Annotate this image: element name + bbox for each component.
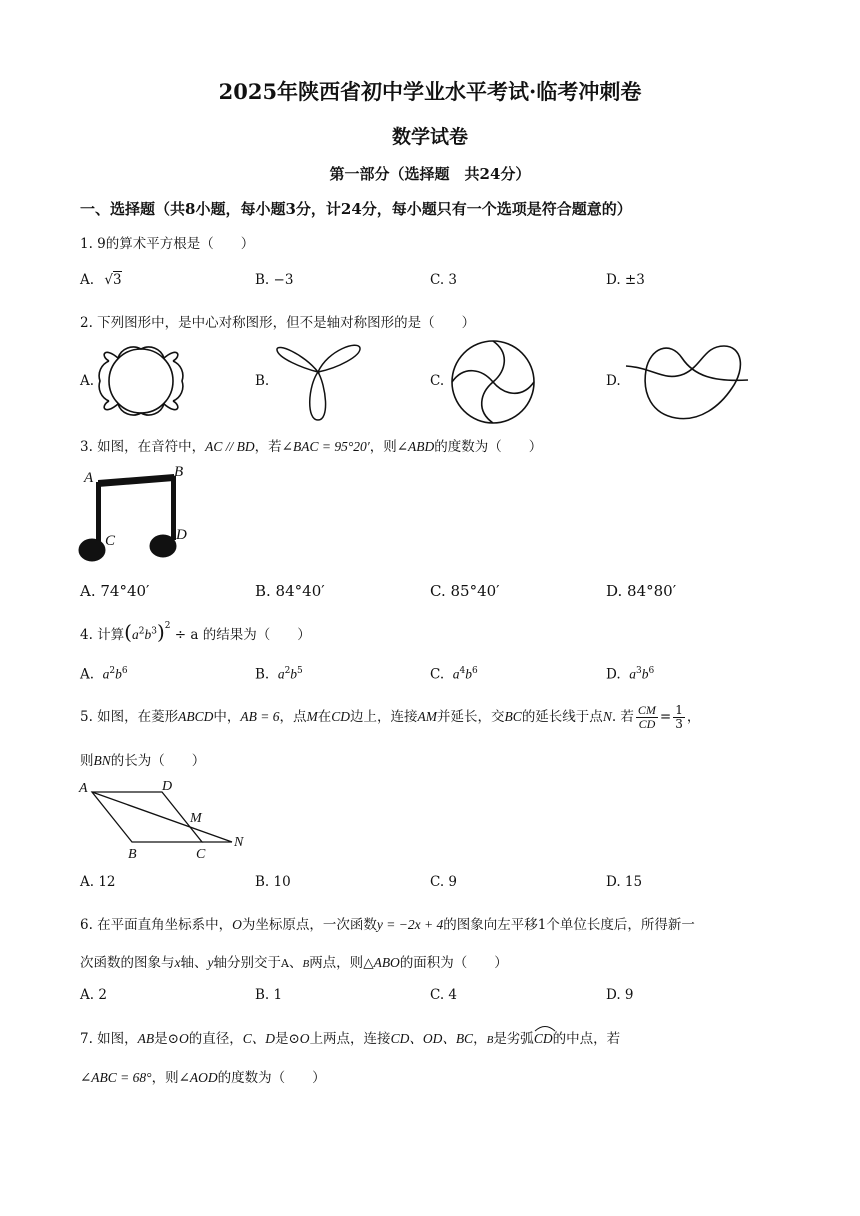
- q5-point-n: N: [602, 709, 612, 724]
- q3-fig-label-a: A: [84, 470, 94, 486]
- q7-text-7: 是劣弧: [493, 1031, 534, 1047]
- q7-angle-abc: ∠ABC = 68°: [80, 1070, 152, 1085]
- q6-origin: O: [232, 917, 242, 932]
- q5-fraction-one-third: $\frac{1}{3}$: [675, 703, 683, 731]
- q6-text-5: 轴、: [180, 955, 208, 971]
- q6-point-a: A: [281, 957, 289, 970]
- q4-option-b-label: B.: [255, 666, 270, 683]
- q6-stem-line1: [80, 913, 695, 933]
- q5-fig-label-b: B: [128, 847, 137, 862]
- q4-option-c: C. $a^4b^6$: [430, 666, 478, 683]
- q7-angle-aod: ∠AOD: [178, 1070, 218, 1085]
- q6-function: y = −2x + 4: [376, 917, 444, 932]
- q6-stem-line2: [80, 951, 508, 971]
- section-heading: 一、选择题（共8小题，每小题3分，计24分，每小题只有一个选项是符合题意的）: [80, 200, 632, 218]
- q7-text-2: 是: [154, 1031, 168, 1047]
- q7-circle-o-2: ⊙O: [288, 1031, 310, 1046]
- q6-triangle: △ABO: [363, 955, 400, 970]
- q2-figure-a: [96, 338, 186, 424]
- q6-text-4: 次函数的图象与: [80, 955, 175, 971]
- q1-option-d: D. ±3: [606, 272, 645, 288]
- q6-y-axis: y: [207, 955, 214, 970]
- q5-fig-label-a: A: [79, 781, 88, 796]
- q5-figure-rhombus: [76, 776, 256, 862]
- q7-point-b: B: [486, 1034, 494, 1046]
- q6-option-a: A. 2: [80, 987, 107, 1003]
- q6-x-axis: x: [174, 955, 181, 970]
- q3-option-c: C. 85°40′: [430, 582, 500, 600]
- q6-text-8: 的面积为（ ）: [399, 955, 508, 971]
- q5-seg-cd: CD: [331, 709, 351, 724]
- q5-seg-am: AM: [417, 709, 438, 724]
- q7-text-1: 7. 如图，: [80, 1031, 138, 1047]
- q2-option-d: D.: [606, 373, 621, 389]
- q1-option-b: B. −3: [255, 272, 294, 288]
- q7-text-3: 的直径，: [188, 1031, 243, 1047]
- q3-fig-label-c: C: [105, 533, 116, 549]
- q4-option-b: B. $a^2b^5$: [255, 666, 303, 683]
- q5-text-9: 则: [80, 753, 94, 769]
- q3-stem-text2: ，若: [254, 439, 282, 455]
- exam-subtitle: 数学试卷: [391, 126, 468, 148]
- q3-fig-label-d: D: [176, 527, 187, 543]
- q3-parallel-expr: AC // BD: [205, 439, 255, 454]
- part-heading: 第一部分（选择题 共24分）: [329, 165, 531, 183]
- q2-figure-d: [624, 338, 750, 424]
- q7-text-10: 的度数为（ ）: [217, 1070, 326, 1086]
- q5-option-c: C. 9: [430, 874, 458, 890]
- q5-text-4: 在: [317, 709, 332, 725]
- q7-stem-line2: [80, 1066, 326, 1086]
- q4-option-a: A. $a^2b^6$: [80, 666, 128, 683]
- q3-fig-label-b: B: [174, 464, 184, 480]
- q5-point-m: M: [306, 709, 318, 724]
- q6-option-b: B. 1: [255, 987, 283, 1003]
- q6-text-6: 轴分别交于: [213, 955, 281, 971]
- q7-diameter: AB: [137, 1031, 155, 1046]
- q5-fraction-cm-cd: $\frac{CM}{CD}$: [637, 703, 656, 731]
- q7-points-cd: C、D: [242, 1031, 275, 1046]
- q1-option-a: A. √3: [80, 272, 122, 288]
- q5-text-1: 5. 如图，在菱形: [80, 709, 179, 725]
- q6-separator: 、: [288, 955, 303, 971]
- q1-option-a-value: 3: [112, 272, 122, 288]
- q5-rhombus: ABCD: [178, 709, 214, 724]
- q7-text-6: ，: [473, 1031, 487, 1047]
- q5-stem-line1: 5. 如图，在菱形ABCD中，AB = 6，点M在CD边上，连接AM并延长，交BC的延长线于点N. 若 $\frac{CM}{CD}$ = $\frac{1}{3}$ ，: [80, 703, 701, 731]
- q5-ab-eq: AB = 6: [240, 709, 280, 724]
- q3-figure-music-note: [76, 462, 206, 570]
- q5-option-d: D. 15: [606, 874, 643, 890]
- q3-stem-post: 的度数为（ ）: [434, 439, 543, 455]
- q4-stem-pre: 4. 计算: [80, 627, 125, 643]
- q2-option-c: C.: [430, 373, 445, 389]
- q2-stem: 2. 下列图形中，是中心对称图形，但不是轴对称图形的是（ ）: [80, 315, 476, 331]
- q4-option-d: D. $a^3b^6$: [606, 666, 655, 683]
- q6-text-3: 的图象向左平移1个单位长度后，所得新一: [443, 917, 695, 933]
- q5-text-3: ，点: [279, 709, 307, 725]
- q3-angle-abd: ∠ABD: [396, 439, 435, 454]
- q7-circle-o: ⊙O: [167, 1031, 189, 1046]
- q7-text-8: 的中点，若: [552, 1031, 621, 1047]
- q5-fig-label-n: N: [234, 835, 244, 850]
- q3-stem-pre: 3. 如图，在音符中，: [80, 439, 206, 455]
- q6-point-b: B: [302, 958, 310, 970]
- q5-fig-label-d: D: [162, 779, 173, 794]
- q7-text-9: ，则: [151, 1070, 179, 1086]
- q3-option-a: A. 74°40′: [80, 582, 150, 600]
- q1-option-c: C. 3: [430, 272, 458, 288]
- q3-option-b: B. 84°40′: [255, 582, 325, 600]
- q7-segments: CD、OD、BC: [390, 1031, 474, 1046]
- q4-option-a-label: A.: [80, 666, 95, 683]
- q5-seg-bc: BC: [504, 709, 522, 724]
- q5-seg-bn: BN: [93, 753, 111, 768]
- q5-stem-line2: [80, 749, 205, 769]
- q3-stem: [80, 435, 542, 455]
- q5-option-a: A. 12: [80, 874, 116, 890]
- q6-option-d: D. 9: [606, 987, 634, 1003]
- q3-stem-text4: ，则: [369, 439, 397, 455]
- q5-text-2: 中，: [213, 709, 241, 725]
- q2-figure-b: [274, 336, 364, 422]
- q5-fig-label-m: M: [190, 811, 202, 826]
- q3-angle-expr: ∠BAC = 95°20′: [281, 439, 370, 454]
- q5-text-10: 的长为（ ）: [110, 753, 206, 769]
- q4-option-c-label: C.: [430, 666, 445, 683]
- q7-text-4: 是: [275, 1031, 289, 1047]
- q7-arc-cd: CD: [534, 1027, 553, 1047]
- q6-option-c: C. 4: [430, 987, 458, 1003]
- q6-text-2: 为坐标原点，一次函数: [241, 917, 377, 933]
- q5-text-5: 边上，连接: [350, 709, 418, 725]
- q1-option-a-label: A.: [80, 272, 95, 288]
- q5-fig-label-c: C: [196, 847, 206, 862]
- q2-option-b: B.: [255, 373, 270, 389]
- q5-text-6: 并延长，交: [437, 709, 505, 725]
- q7-stem-line1: [80, 1027, 620, 1047]
- q7-text-5: 上两点，连接: [309, 1031, 391, 1047]
- q4-stem-post: ÷ a 的结果为（ ）: [174, 627, 311, 643]
- q1-stem: 1. 9的算术平方根是（ ）: [80, 236, 255, 252]
- q5-text-8: . 若: [611, 709, 634, 725]
- q2-figure-c: [448, 337, 538, 427]
- q4-stem: 4. 计算$(a^2b^3)^2 \div a$ 的结果为（ ）: [80, 620, 311, 644]
- q5-option-b: B. 10: [255, 874, 291, 890]
- q3-option-d: D. 84°80′: [606, 582, 677, 600]
- q2-option-a: A.: [80, 373, 95, 389]
- q5-text-7: 的延长线于点: [521, 709, 603, 725]
- q4-option-d-label: D.: [606, 666, 621, 683]
- q6-text-1: 6. 在平面直角坐标系中，: [80, 917, 233, 933]
- q6-text-7: 两点，则: [309, 955, 364, 971]
- exam-title: 2025年陕西省初中学业水平考试·临考冲刺卷: [218, 79, 642, 104]
